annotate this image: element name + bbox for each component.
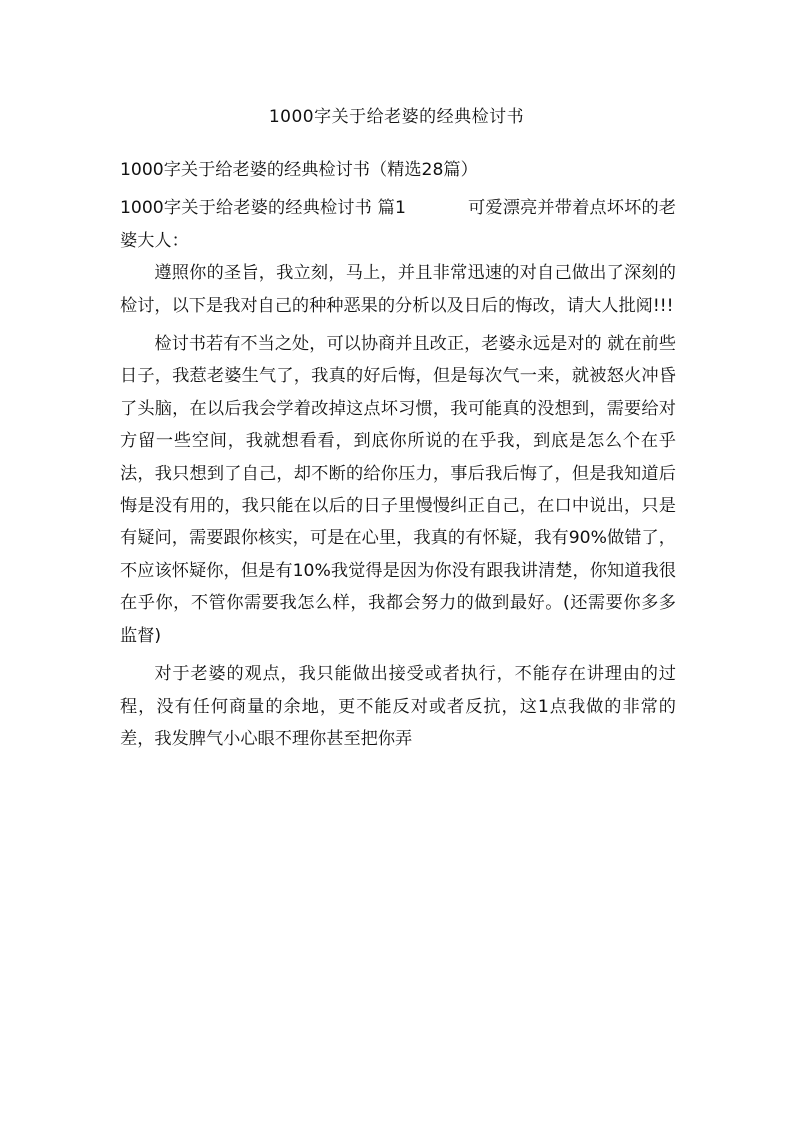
paragraph-2: 检讨书若有不当之处，可以协商并且改正，老婆永远是对的 就在前些日子，我惹老婆生气了，我真的好后悔，但是每次气一来，就被怒火冲昏了头脑，在以后我会学着改掉这点坏习惯，我可能真的没想到，需要给对方留一些空间，我就想看看，到底你所说的在乎我，到底是怎么个在乎法，我只想到了自己，却不断的给你压力，事后我后悔了，但是我知道后悔是没有用的，我只能在以后的日子里慢慢纠正自己，在口中说出，只是有疑问，需要跟你核实，可是在心里，我真的有怀疑，我有90%做错了，不应该怀疑你，但是有10%我觉得是因为你没有跟我讲清楚，你知道我很在乎你，不管你需要我怎么样，我都会努力的做到最好。(还需要你多多监督): [120, 334, 676, 646]
paragraph-3: 对于老婆的观点，我只能做出接受或者执行，不能存在讲理由的过程，没有任何商量的余地，更不能反对或者反抗，这1点我做的非常的差，我发脾气小心眼不理你甚至把你弄: [120, 664, 676, 749]
greeting-text: 可爱漂亮并带着点坏坏的老婆大人：: [120, 198, 676, 251]
document-title: 1000字关于给老婆的经典检讨书: [268, 107, 525, 127]
paragraph-1: 遵照你的圣旨，我立刻，马上，并且非常迅速的对自己做出了深刻的检讨，以下是我对自己的种种恶果的分析以及日后的悔改，请大人批阅!!!: [120, 263, 676, 316]
section-heading: 1000字关于给老婆的经典检讨书 篇1: [120, 198, 406, 219]
document-body: [120, 154, 676, 761]
section-intro: [120, 192, 676, 257]
document-subtitle: 1000字关于给老婆的经典检讨书（精选28篇）: [120, 160, 478, 180]
